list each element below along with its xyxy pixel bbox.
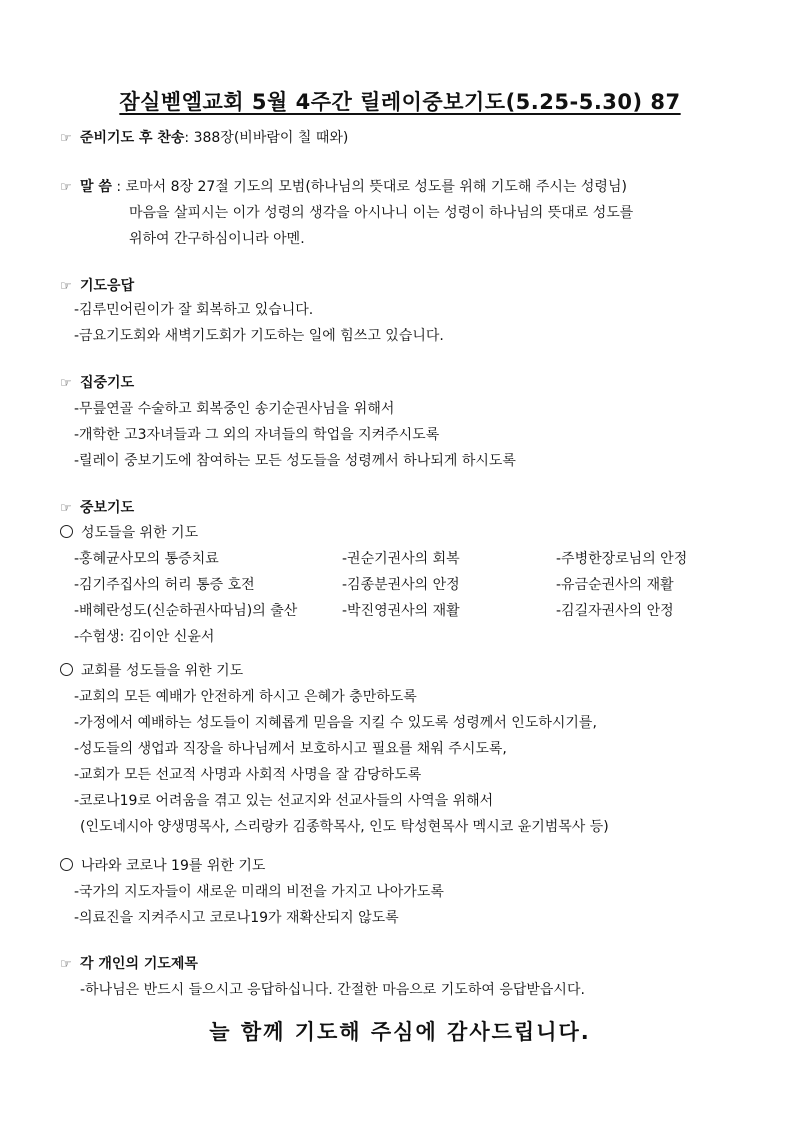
pointing-hand-icon: ☞ xyxy=(60,279,72,294)
personal-text: -하나님은 반드시 들으시고 응답하십니다. 간절한 마음으로 기도하여 응답받읍시다. xyxy=(80,982,585,998)
answers-section xyxy=(60,275,134,295)
word-line: 마음을 살피시는 이가 성령의 생각을 아시나니 이는 성령이 하나님의 뜻대로 성도를 xyxy=(129,205,634,221)
list-item: -성도들의 생업과 직장을 하나님께서 보호하시고 필요를 채워 주시도록, xyxy=(74,741,507,757)
word-label: 말 씀 xyxy=(80,179,112,195)
list-item: -김루민어린이가 잘 회복하고 있습니다. xyxy=(74,302,314,318)
church-heading: 교회를 성도들을 위한 기도 xyxy=(60,660,243,680)
saints-item: -주병한장로님의 안정 xyxy=(556,551,688,567)
saints-item: -수험생: 김이안 신윤서 xyxy=(74,629,215,645)
list-item: -릴레이 중보기도에 참여하는 모든 성도들을 성령께서 하나되게 하시도록 xyxy=(74,453,516,469)
list-item: -교회가 모든 선교적 사명과 사회적 사명을 잘 감당하도록 xyxy=(74,767,422,783)
word-section xyxy=(60,176,627,196)
pointing-hand-icon: ☞ xyxy=(60,376,72,391)
focus-section xyxy=(60,372,134,392)
list-item: -금요기도회와 새벽기도회가 기도하는 일에 힘쓰고 있습니다. xyxy=(74,328,444,344)
pointing-hand-icon: ☞ xyxy=(60,131,72,146)
saints-item: -권순기권사의 회복 xyxy=(342,551,460,567)
list-item: -무릎연골 수술하고 회복중인 송기순권사님을 위해서 xyxy=(74,401,395,417)
prep-section xyxy=(60,127,348,147)
circle-bullet-icon xyxy=(60,525,73,538)
personal-section xyxy=(60,953,198,973)
nation-heading: 나라와 코로나 19를 위한 기도 xyxy=(60,855,265,875)
closing-message: 늘 함께 기도해 주심에 감사드립니다. xyxy=(209,1020,591,1044)
saints-item: -배혜란성도(신순하권사따님)의 출산 xyxy=(74,603,298,619)
list-item: -국가의 지도자들이 새로운 미래의 비전을 가지고 나아가도록 xyxy=(74,884,444,900)
document-title: 잠실벧엘교회 5월 4주간 릴레이중보기도(5.25-5.30) 87 xyxy=(119,90,681,114)
saints-item: -김길자권사의 안정 xyxy=(556,603,674,619)
prep-label: 준비기도 후 찬송 xyxy=(80,130,185,146)
list-item: -의료진을 지켜주시고 코로나19가 재확산되지 않도록 xyxy=(74,910,399,926)
saints-item: -박진영권사의 재활 xyxy=(342,603,460,619)
circle-bullet-icon xyxy=(60,858,73,871)
list-item: (인도네시아 양생명목사, 스리랑카 김종학목사, 인도 탁성현목사 멕시코 윤기범목사 등) xyxy=(80,819,609,835)
list-item: -코로나19로 어려움을 겪고 있는 선교지와 선교사들의 사역을 위해서 xyxy=(74,793,494,809)
intercession-label: 중보기도 xyxy=(80,500,135,516)
saints-item: -김종분권사의 안정 xyxy=(342,577,460,593)
saints-item: -유금순권사의 재활 xyxy=(556,577,674,593)
circle-bullet-icon xyxy=(60,663,73,676)
focus-label: 집중기도 xyxy=(80,375,135,391)
answers-label: 기도응답 xyxy=(80,278,135,294)
saints-heading: 성도들을 위한 기도 xyxy=(60,522,198,542)
intercession-section xyxy=(60,497,134,517)
word-line: : 로마서 8장 27절 기도의 모범(하나님의 뜻대로 성도를 위해 기도해 주시는 성령님) xyxy=(116,179,627,195)
saints-item: -김기주집사의 허리 통증 호전 xyxy=(74,577,255,593)
pointing-hand-icon: ☞ xyxy=(60,957,72,972)
list-item: -개학한 고3자녀들과 그 외의 자녀들의 학업을 지켜주시도록 xyxy=(74,427,440,443)
pointing-hand-icon: ☞ xyxy=(60,501,72,516)
pointing-hand-icon: ☞ xyxy=(60,180,72,195)
saints-item: -홍혜균사모의 통증치료 xyxy=(74,551,219,567)
word-line: 위하여 간구하심이니라 아멘. xyxy=(129,231,305,247)
list-item: -교회의 모든 예배가 안전하게 하시고 은혜가 충만하도록 xyxy=(74,689,417,705)
prep-text: : 388장(비바람이 칠 때와) xyxy=(184,130,349,146)
personal-label: 각 개인의 기도제목 xyxy=(80,956,198,972)
list-item: -가정에서 예배하는 성도들이 지혜롭게 믿음을 지킬 수 있도록 성령께서 인도하시기를, xyxy=(74,715,597,731)
